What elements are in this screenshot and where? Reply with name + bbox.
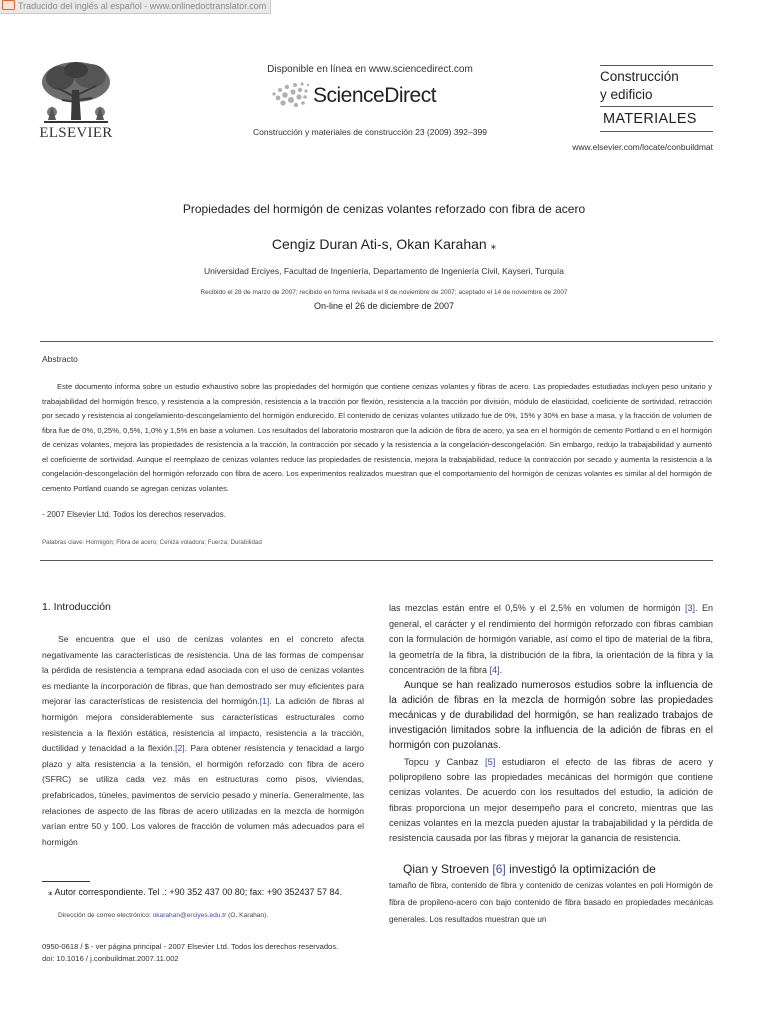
abstract-body: Este documento informa sobre un estudio exhaustivo sobre las propiedades del hormigón que contiene cenizas volantes y fibras de acero. Las propiedades estudiadas incluyen peso unitario y trabajabilidad del hormigón fresco, y resistencia a la compresión, resistencia a la tracción por flexión, resistencia a la tracción por división, módulo de elasticidad, coeficiente de sortividad, retracción por secado y resistencia al congelamiento-descongelamiento del hormigón endurecido. El contenido de cenizas volantes utilizado fue de 0%, 15% y 30% en base a masa, y la fracción de volumen de fibra fue de 0%, 0,25%, 0,5%, 1,0% y 1,5% en base a volumen. Los resultados del laboratorio mostraron que la adición de fibra de acero, ya sea en el hormigón de cemento Portland o en el hormigón de cenizas volantes, mejora las propiedades de resistencia a la tracción, la contracción por secado y la resistencia a la congelación-descongelación. Sin embargo, redujo la trabajabilidad y aumentó el coeficiente de sortividad. Aunque el reemplazo de cenizas volantes reduce las propiedades de resistencia, mejora la trabajabilidad, reduce la contracción por secado y aumenta la resistencia a la congelación-descongelación del hormigón reforzado con fibra de acero. Los experimentos realizados muestran que el comportamiento del hormigón de cenizas volantes es similar al del hormigón de cemento Portland cuando se agregan cenizas volantes. (42, 382, 712, 493)
citation-link-3[interactable]: [3] (685, 603, 696, 613)
intro-paragraph-right-3 (389, 755, 713, 846)
article-authors (40, 236, 728, 252)
journal-name-line2: y edificio (600, 86, 713, 107)
intro-text: Qian y Stroeven (403, 862, 493, 876)
email-label: Dirección de correo electrónico: (58, 912, 153, 919)
intro-text: estudiaron el efecto de las fibras de acero y polipropileno sobre las propiedades mecánicas del hormigón que contiene cenizas volantes. De acuerdo con los resultados del estudio, la adición de fibras proporciona un mejor desempeño para el concreto, mientras que las cenizas volantes en la mezcla pueden ajustar la trabajabilidad y la pérdida de resistencia causada por las fibras y mejorar la ganancia de resistencia. (389, 757, 713, 844)
abstract-copyright: - 2007 Elsevier Ltd. Todos los derechos reservados. (42, 510, 226, 519)
corresponding-author-mark[interactable]: ⁎ (490, 240, 497, 252)
intro-paragraph-right-1 (389, 601, 713, 679)
divider-top (40, 341, 713, 342)
intro-paragraph-right-2: Aunque se han realizado numerosos estudios sobre la influencia de la adición de fibras en la mezcla de hormigón sobre las propiedades mecánicas y de durabilidad del hormigón, se han realizado trabajos de investigación limitados sobre la influencia de la adición de fibras en el hormigón con puzolanas. (389, 680, 713, 751)
divider-bottom (40, 560, 713, 561)
footnote-email (58, 912, 268, 919)
available-online-text: Disponible en línea en www.sciencedirect.com (267, 64, 473, 75)
section-heading-intro: 1. Introducción (42, 601, 111, 613)
citation-link-6[interactable]: [6] (492, 862, 506, 876)
elsevier-tree-icon (38, 60, 114, 126)
author-affiliation: Universidad Erciyes, Facultad de Ingeniería, Departamento de Ingeniería Civil, Kayseri, Turquía (203, 266, 565, 276)
issn-line: 0950-0618 / $ - ver página principal - 2007 Elsevier Ltd. Todos los derechos reservados. (42, 942, 339, 951)
sciencedirect-dots-icon (268, 81, 314, 109)
footnote-rule (42, 881, 90, 882)
citation-link-2[interactable]: [2] (175, 743, 185, 754)
email-suffix: (O. Karahan). (226, 912, 269, 919)
journal-name-line1: Construcción (600, 65, 713, 86)
intro-paragraph-right-5: tamaño de fibra, contenido de fibra y contenido de cenizas volantes en poli Hormigón de fibra de propileno-acero con bajo contenido de fibra basado en propiedades mecánicas generales. Los resultados muestran que un (389, 881, 713, 924)
translator-text: Traducido del inglés al español - www.onlinedoctranslator.com (18, 1, 267, 11)
footnote-corresponding-author (42, 885, 364, 899)
intro-text: Topcu y Canbaz (404, 757, 485, 767)
abstract-heading: Abstracto (42, 354, 78, 364)
intro-text: . En general, el carácter y el rendimiento del hormigón reforzado con fibras cambian con la formulación de hormigón variable, así como el tipo de material de la fibra, la geometría de la fibra, la distribución de la fibra, la orientación de la fibra y la concentración de la fibra (389, 603, 713, 675)
footnote-mark: ⁎ (48, 887, 53, 897)
email-link[interactable]: okarahan@erciyes.edu.tr (152, 912, 227, 919)
intro-paragraph-left (42, 632, 364, 850)
journal-title-box (600, 65, 713, 132)
footnote-text: Autor correspondiente. Tel .: +90 352 437 00 80; fax: +90 352437 57 84. (54, 887, 343, 897)
author-names: Cengiz Duran Ati-s, Okan Karahan (271, 236, 487, 252)
journal-url-link[interactable]: www.elsevier.com/locate/conbuildmat (572, 142, 713, 152)
issn-doi-block (42, 941, 338, 965)
doi-link[interactable]: doi: 10.1016 / j.conbuildmat.2007.11.002 (42, 954, 179, 963)
intro-text: . (499, 665, 503, 675)
intro-paragraph-right-4 (389, 861, 713, 877)
intro-text: investigó la optimización de (505, 862, 656, 876)
document-translate-icon (2, 0, 15, 10)
intro-text: . La adición de fibras al hormigón mejora considerablemente sus características estructurales como resistencia a la flexión estática, resistencia al impacto, resistencia a la tracción, ductilidad y tenacidad a la flexión. (42, 696, 364, 754)
journal-name-line3: MATERIALES (600, 107, 713, 132)
intro-text: las mezclas están entre el 0,5% y el 2,5% en volumen de hormigón (389, 603, 686, 613)
journal-citation: Construcción y materiales de construcción 23 (2009) 392–399 (253, 127, 487, 137)
publisher-logo-text: ELSEVIER (39, 125, 113, 141)
keywords: Palabras clave: Hormigón; Fibra de acero; Ceniza voladora; Fuerza; Durabilidad (42, 539, 262, 546)
intro-text: . Para obtener resistencia y tenacidad a largo plazo y alta resistencia a la tensión, el hormigón reforzado con fibra de acero (SFRC) se utiliza cada vez más en estructuras como pisos, viviendas, prefabricados, túneles, pavimentos de servicio pesado y minería. Generalmente, las relaciones de aspecto de las fibras de acero utilizadas en la mezcla de hormigón varían entre 50 y 100. Los valores de fracción de volumen más adecuados para el hormigón (42, 743, 364, 847)
sciencedirect-wordmark: ScienceDirect (313, 84, 437, 107)
online-date: On-line el 26 de diciembre de 2007 (313, 301, 455, 311)
citation-link-4[interactable]: [4] (489, 665, 500, 675)
article-title: Propiedades del hormigón de cenizas volantes reforzado con fibra de acero (182, 202, 586, 216)
citation-link-1[interactable]: [1] (259, 696, 270, 707)
intro-text: Se encuentra que el uso de cenizas volantes en el concreto afecta negativamente las características de resistencia. Una de las formas de compensar la pérdida de resistencia a temprana edad asociada con el uso de cenizas volantes es mediante la incorporación de fibras, que han demostrado ser muy eficientes para mejorar las características de resistencia del hormigón. (42, 634, 364, 707)
translator-bar[interactable] (0, 0, 271, 14)
citation-link-5[interactable]: [5] (485, 757, 496, 767)
received-dates: Recibido el 28 de marzo de 2007; recibido en forma revisada el 8 de noviembre de 2007; aceptado el 14 de noviembre de 2007 (200, 289, 568, 296)
